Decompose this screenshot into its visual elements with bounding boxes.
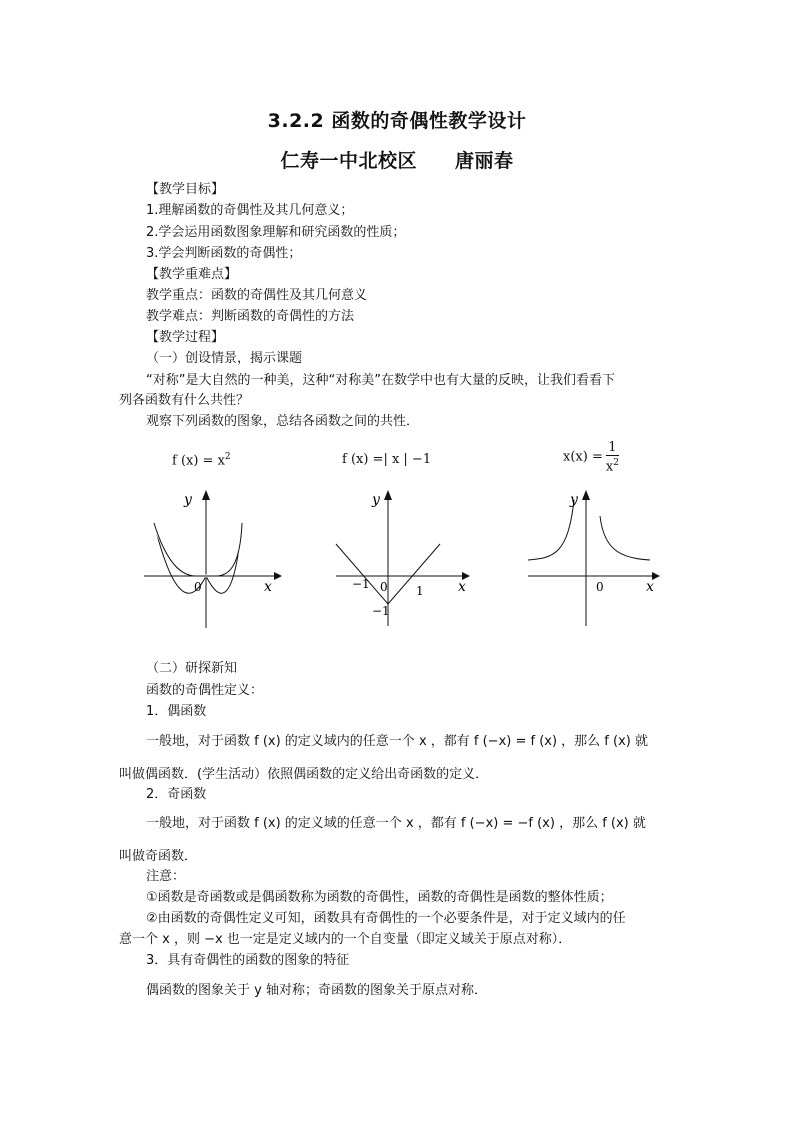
tick-neg1-x: −1 bbox=[352, 577, 370, 591]
graph2-function-label: f (x) =| x | −1 bbox=[342, 452, 432, 467]
y-axis-label: y bbox=[372, 492, 380, 508]
graph-even-reciprocal-square bbox=[524, 488, 664, 630]
origin-label: 0 bbox=[194, 580, 202, 594]
difficulty-point: 教学难点：判断函数的奇偶性的方法 bbox=[146, 309, 355, 324]
note-2-line-1: ②由函数的奇偶性定义可知，函数具有奇偶性的一个必要条件是，对于定义域内的任 bbox=[146, 911, 626, 926]
intro-paragraph-line-1: “对称”是大自然的一种美，这种“对称美”在数学中也有大量的反映，让我们看看下 bbox=[146, 373, 615, 388]
y-axis-arrow bbox=[582, 490, 590, 500]
even-function-header: 1．偶函数 bbox=[146, 704, 207, 719]
odd-definition-line-2: 叫做奇函数． bbox=[119, 849, 198, 864]
graph-even-parabola bbox=[140, 488, 280, 630]
document-title: 3.2.2 函数的奇偶性教学设计 bbox=[267, 110, 527, 132]
y-axis-label: y bbox=[184, 492, 192, 508]
note-header: 注意： bbox=[146, 869, 186, 884]
feature-header: 3．具有奇偶性的函数的图象的特征 bbox=[146, 953, 350, 968]
right-branch bbox=[600, 516, 650, 560]
x-axis-label: x bbox=[646, 579, 654, 595]
tick-1-x: 1 bbox=[416, 584, 424, 598]
y-axis-arrow bbox=[384, 490, 392, 500]
goal-2: 2.学会运用函数图象理解和研究函数的性质； bbox=[146, 225, 406, 240]
x-axis-arrow bbox=[274, 572, 282, 580]
origin-label: 0 bbox=[596, 580, 604, 594]
origin-label: 0 bbox=[380, 580, 388, 594]
graph3-function-label: x(x) = $\frac{1}{x^2}$ bbox=[563, 440, 619, 475]
graph-even-absolute bbox=[332, 488, 472, 630]
goals-header: 【教学目标】 bbox=[146, 182, 225, 197]
fraction-denominator: x bbox=[605, 459, 614, 475]
observe-instruction: 观察下列函数的图象，总结各函数之间的共性． bbox=[146, 414, 420, 429]
y-axis-label: y bbox=[570, 492, 578, 508]
even-definition-line-1: 一般地，对于函数 f (x) 的定义域内的任意一个 x ，都有 f (−x) = f (x) ，那么 f (x) 就 bbox=[146, 734, 648, 749]
left-branch bbox=[528, 500, 574, 560]
tick-neg1-y: −1 bbox=[372, 604, 390, 618]
intro-paragraph-line-2: 列各函数有什么共性？ bbox=[119, 393, 250, 408]
feature-text: 偶函数的图象关于 y 轴对称；奇函数的图象关于原点对称． bbox=[146, 983, 487, 998]
odd-definition-line-1: 一般地，对于函数 f (x) 的定义域的任意一个 x ，都有 f (−x) = −f (x) ，那么 f (x) 就 bbox=[146, 816, 646, 831]
part-one-heading: （一）创设情景，揭示课题 bbox=[146, 351, 303, 366]
author-name: 唐丽春 bbox=[455, 150, 514, 172]
graph1-function-label: f $(x) = x^2$ bbox=[172, 452, 231, 469]
goal-3: 3.学会判断函数的奇偶性； bbox=[146, 246, 302, 261]
process-header: 【教学过程】 bbox=[146, 330, 225, 345]
fraction-numerator: 1 bbox=[606, 440, 619, 456]
part-two-heading: （二）研探新知 bbox=[146, 661, 238, 676]
document-subtitle bbox=[0, 146, 794, 173]
key-point: 教学重点：函数的奇偶性及其几何意义 bbox=[146, 288, 368, 303]
key-difficulty-header: 【教学重难点】 bbox=[146, 267, 238, 282]
x-axis-label: x bbox=[264, 579, 272, 595]
school-name: 仁寿一中北校区 bbox=[280, 150, 417, 172]
note-2-line-2: 意一个 x ，则 −x 也一定是定义域内的一个自变量（即定义域关于原点对称）． bbox=[119, 932, 572, 947]
definition-header: 函数的奇偶性定义： bbox=[146, 683, 264, 698]
goal-1: 1.理解函数的奇偶性及其几何意义； bbox=[146, 203, 354, 218]
even-definition-line-2: 叫做偶函数．(学生活动）依照偶函数的定义给出奇函数的定义． bbox=[119, 767, 489, 782]
y-axis-arrow bbox=[202, 490, 210, 500]
x-axis-label: x bbox=[458, 579, 466, 595]
odd-function-header: 2．奇函数 bbox=[146, 787, 207, 802]
note-1: ①函数是奇函数或是偶函数称为函数的奇偶性，函数的奇偶性是函数的整体性质； bbox=[146, 890, 613, 905]
